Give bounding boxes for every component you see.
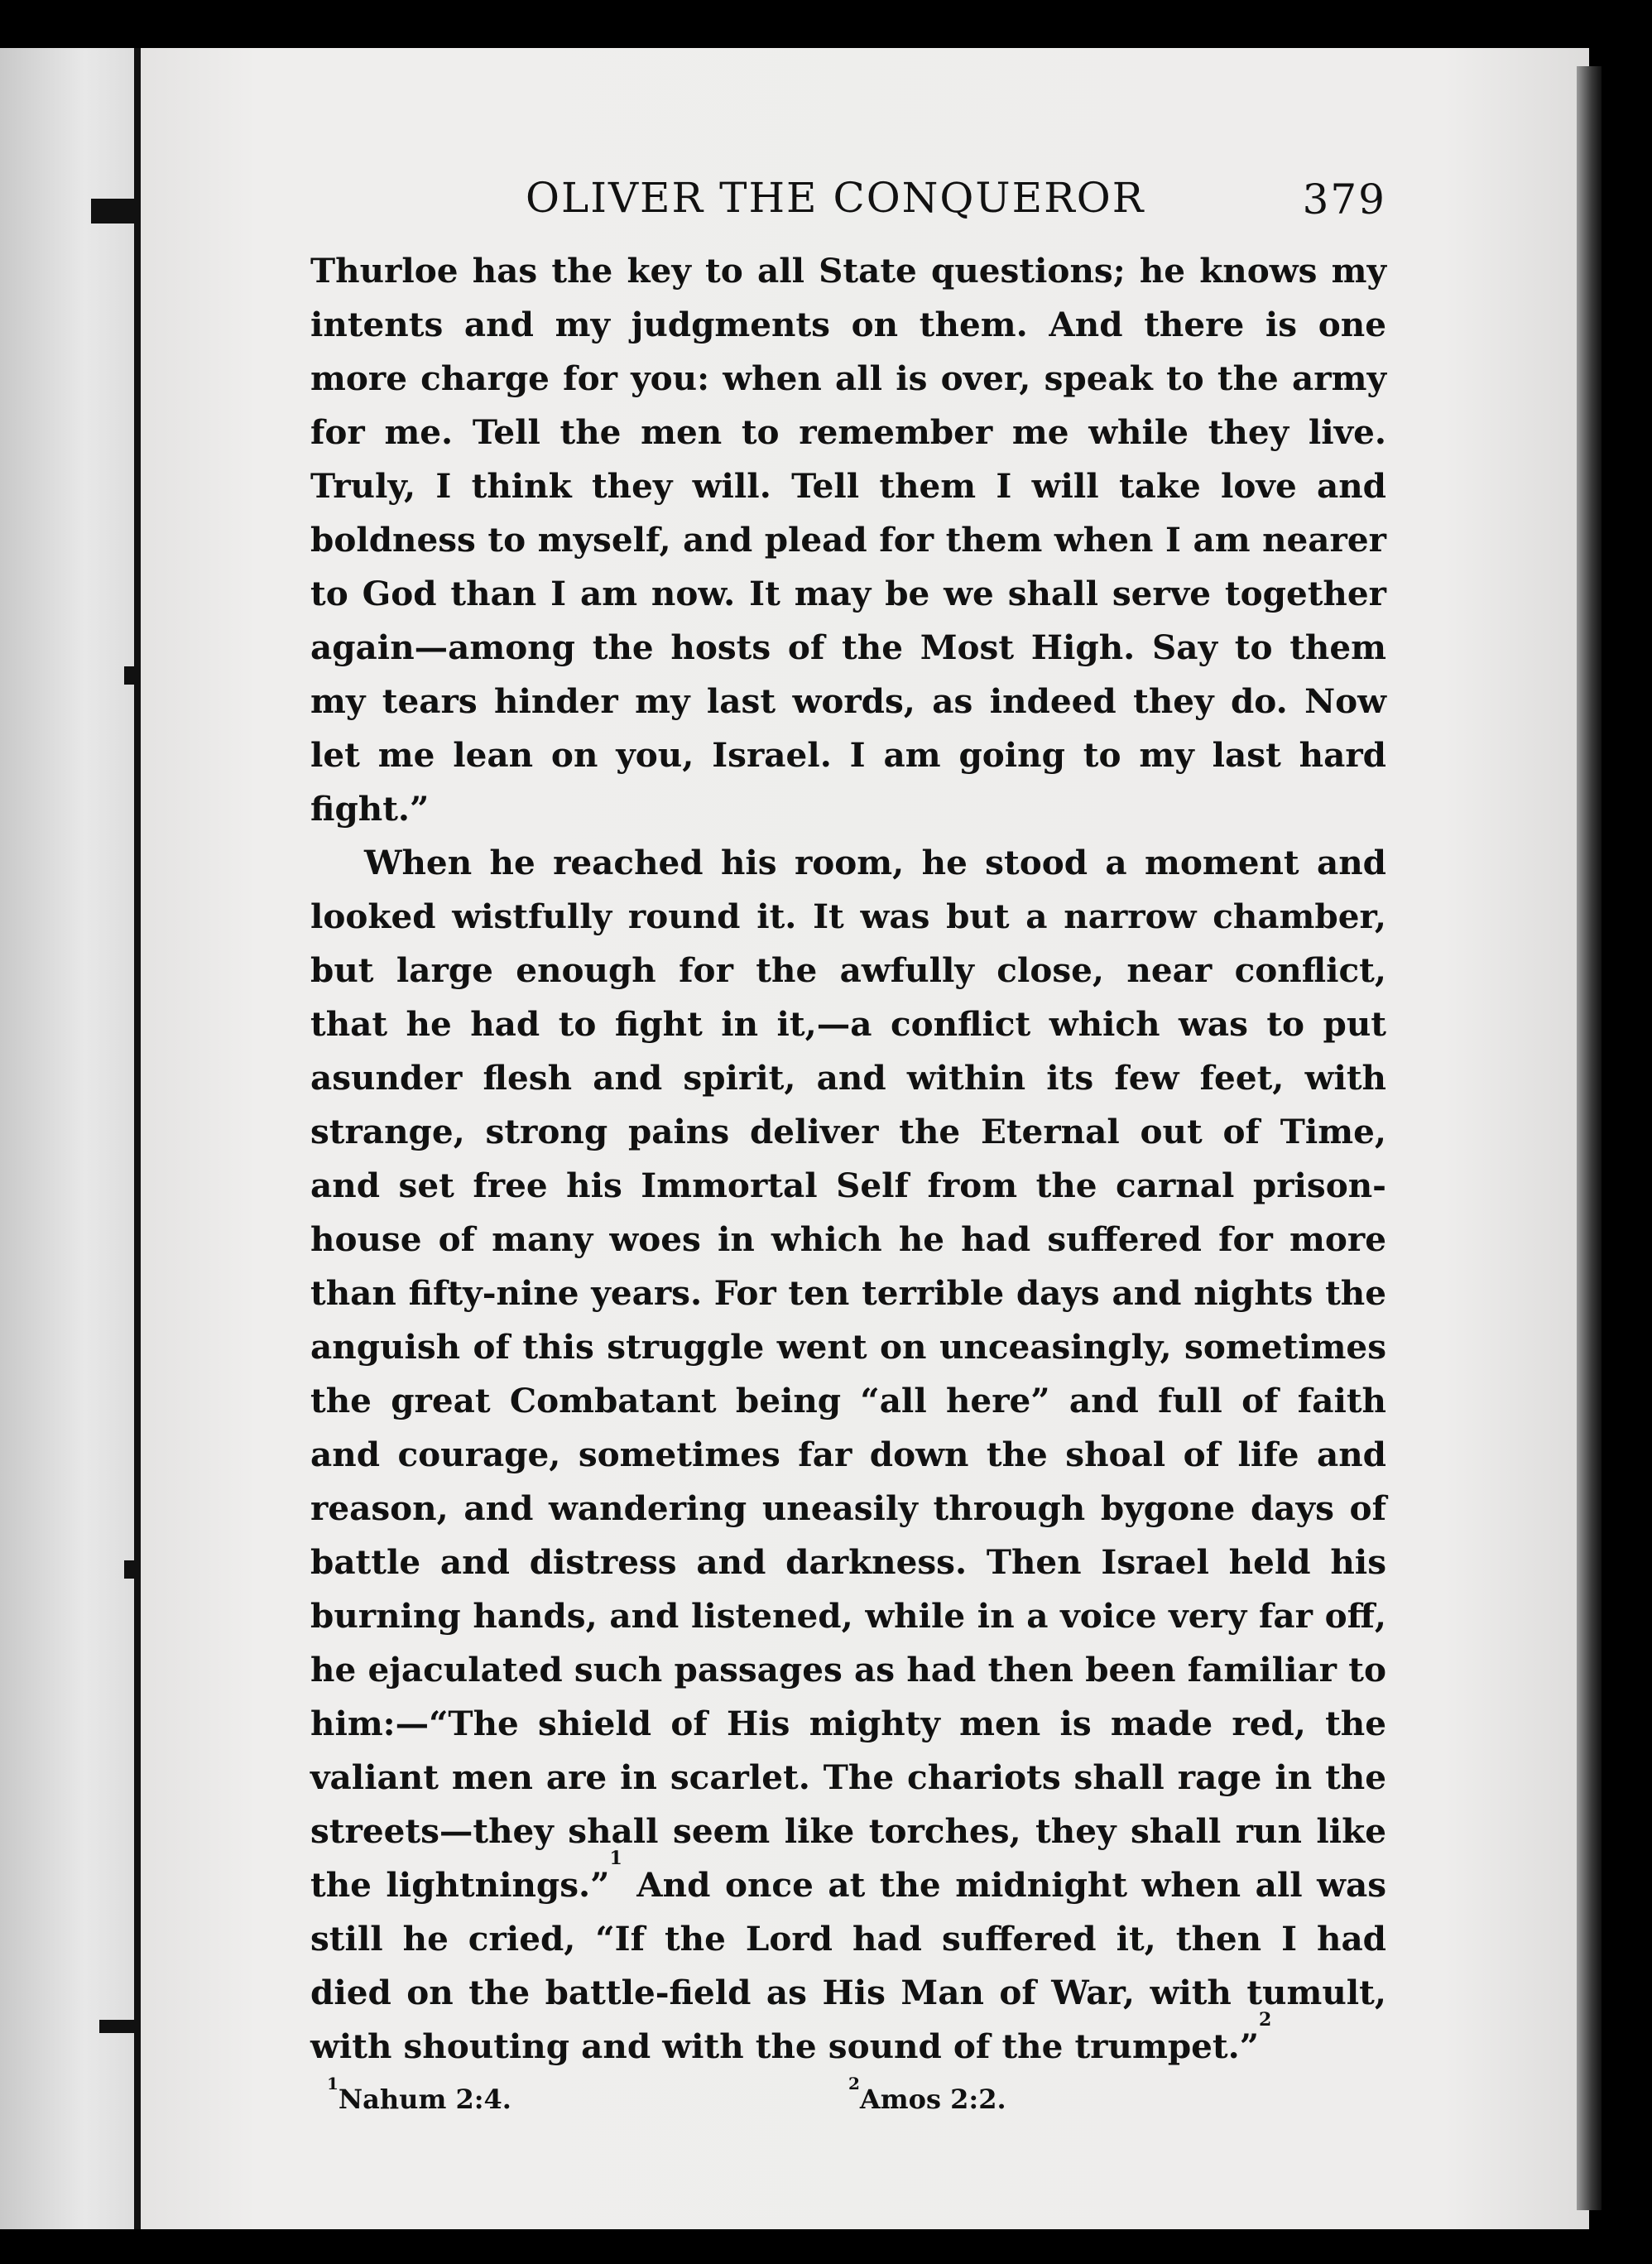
footnote: [848, 2074, 1006, 2115]
footnote-text: Amos 2:2.: [859, 2084, 1006, 2115]
footnotes: [310, 2074, 1386, 2133]
binding-mark: [124, 1560, 136, 1579]
page-right-edge: [1577, 66, 1602, 2210]
footnote: [327, 2074, 511, 2115]
footnote-reference: 2: [1259, 2009, 1272, 2031]
paragraph-text: And once at the midnight when all was still he cried, “If the Lord had suffered it, then I had died on the battle-field as His Man of War, with tumult, with shouting and with the sound of the trumpet.”: [310, 1865, 1386, 2066]
binding-mark: [91, 199, 141, 224]
paragraph: Thurloe has the key to all State questions; he knows my intents and my judgments on them. And there is one more charge for you: when all is over, speak to the army for me. Tell the men to remember me while they live. Truly, I think they will. Tell them I will take love and boldness to myself, and plead for them when I am nearer to God than I am now. It may be we shall serve together again—among the hosts of the Most High. Say to them my tears hinder my last words, as indeed they do. Now let me lean on you, Israel. I am going to my last hard fight.”: [310, 251, 1386, 829]
paragraph-text: When he reached his room, he stood a moment and looked wistfully round it. It was but a narrow chamber, but large enough for the awfully close, near conflict, that he had to fight in it,—a conflict which was to put asunder flesh and spirit, and within its few feet, with strange, strong pains deliver the Eternal out of Time, and set free his Immortal Self from the carnal prison-house of many woes in which he had suffered for more than fifty-nine years. For ten terrible days and nights the anguish of this struggle went on unceasingly, sometimes the great Combatant being “all here” and full of faith and courage, sometimes far down the shoal of life and reason, and wandering uneasily through bygone days of battle and distress and darkness. Then Israel held his burning hands, and listened, while in a voice very far off, he ejaculated such passages as had then been familiar to him:—“The shield of His mighty men is made red, the valiant men are in scarlet. The chariots shall rage in the streets—they shall seem like torches, they shall run like the lightnings.”: [310, 843, 1386, 1905]
body-text: [310, 244, 1386, 2074]
page-header: [310, 166, 1386, 244]
footnote-reference: 1: [609, 1848, 622, 1869]
running-title: OLIVER THE CONQUEROR: [526, 174, 1145, 222]
footnote-marker: 2: [848, 2074, 860, 2093]
binding-mark: [99, 2020, 141, 2033]
page-number: 379: [1302, 175, 1386, 224]
footnote-marker: 1: [327, 2074, 339, 2093]
footnote-text: Nahum 2:4.: [338, 2084, 511, 2115]
paragraph: [310, 836, 1386, 2074]
page-content: [310, 166, 1386, 2133]
binding-rule: [134, 48, 141, 2229]
binding-mark: [124, 666, 136, 685]
facing-page-edge: [0, 48, 141, 2229]
